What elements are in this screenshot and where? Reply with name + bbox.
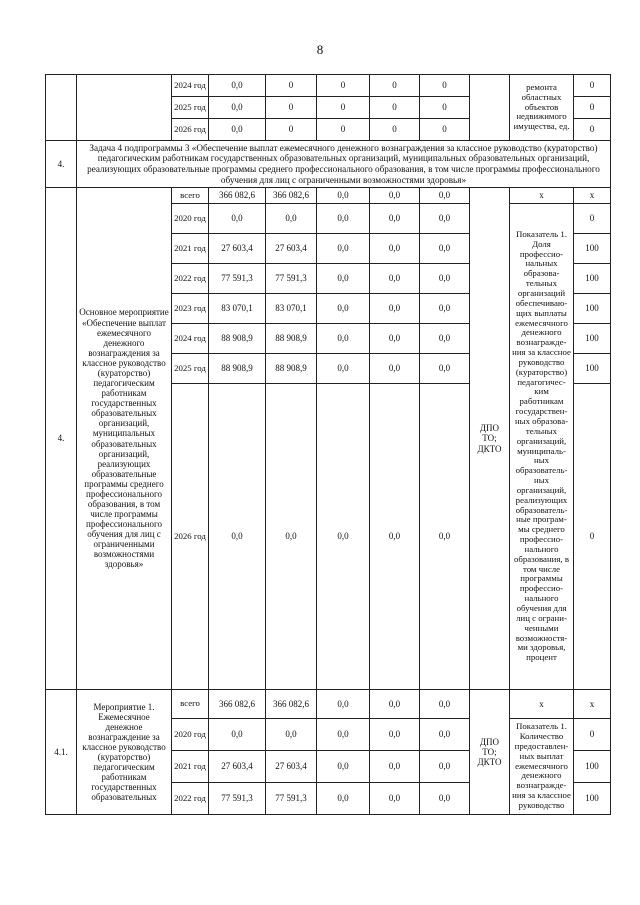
value-cell: 0,0 (209, 204, 266, 234)
value-cell: 366 082,6 (266, 188, 317, 204)
event-num: 4. (46, 188, 77, 690)
value-cell: 0,0 (370, 294, 420, 324)
value-cell: 27 603,4 (266, 751, 317, 783)
year-cell: всего (172, 690, 209, 719)
task-text: Задача 4 подпрограммы 3 «Обеспечение выплат ежемесячного денежного вознаграждения за классное руководство (кураторство) педагогическим работникам государственных образовательных организаций, муниципальных образовательных организаций, реализующих образовательные программы среднего профессионального образования, в том числе программы профессионального обучения для лиц с ограниченными возможностями здоровья» (77, 141, 611, 188)
x-cell: x (510, 188, 574, 204)
value-cell: 0,0 (420, 690, 470, 719)
target-cell: 100 (574, 234, 611, 264)
value-cell: 0 (370, 97, 420, 119)
name-cell (77, 75, 172, 141)
value-cell: 0,0 (209, 119, 266, 141)
value-cell: 0,0 (420, 783, 470, 815)
value-cell: 0,0 (266, 719, 317, 751)
value-cell: 0,0 (317, 204, 370, 234)
year-cell: 2026 год (172, 384, 209, 690)
target-cell: 100 (574, 264, 611, 294)
target-cell: 0 (574, 119, 611, 141)
year-cell: 2022 год (172, 264, 209, 294)
value-cell: 0,0 (317, 719, 370, 751)
value-cell: 0,0 (370, 384, 420, 690)
table-row (46, 690, 611, 719)
value-cell: 77 591,3 (209, 783, 266, 815)
value-cell: 77 591,3 (266, 264, 317, 294)
value-cell: 0,0 (420, 719, 470, 751)
year-cell: 2022 год (172, 783, 209, 815)
value-cell: 0,0 (317, 188, 370, 204)
value-cell: 83 070,1 (209, 294, 266, 324)
year-cell: 2021 год (172, 751, 209, 783)
value-cell: 0,0 (420, 354, 470, 384)
indicator-cell: Показатель 1. Доля профессио-нальных образова-тельных организаций обеспечиваю-щих выплаты ежемесячного денежного вознагражде-ния за классное руководство (кураторство) педагогичес-ким работникам государствен-ных образова-тельных организаций, муниципаль-ных образователь-ных организаций, реализующих образователь-ные програм-мы среднего профессио-нального образования, в том числе программы профессио-нального обучения для лиц с ограни-ченными возможностя-ми здоровья, процент (510, 204, 574, 690)
year-cell: 2020 год (172, 204, 209, 234)
value-cell: 0,0 (370, 234, 420, 264)
value-cell: 0 (420, 119, 470, 141)
value-cell: 0,0 (420, 384, 470, 690)
value-cell: 0,0 (370, 690, 420, 719)
target-cell: 0 (574, 719, 611, 751)
value-cell: 366 082,6 (209, 690, 266, 719)
event-name: Основное мероприятие «Обеспечение выплат ежемесячного денежного вознаграждения за классное руководство (кураторство) педагогическим работникам государственных образовательных организаций, муниципальных образовательных организаций, реализующих образовательные программы среднего профессионального образования, в том числе программы профессионального обучения для лиц с ограниченными возможностями здоровья» (77, 188, 172, 690)
value-cell: 77 591,3 (266, 783, 317, 815)
value-cell: 0 (370, 75, 420, 97)
value-cell: 0,0 (209, 719, 266, 751)
value-cell: 0,0 (370, 264, 420, 294)
table-row (46, 75, 611, 97)
value-cell: 0,0 (266, 204, 317, 234)
target-cell: 100 (574, 294, 611, 324)
value-cell: 0 (420, 97, 470, 119)
target-cell: 0 (574, 75, 611, 97)
year-cell: 2025 год (172, 97, 209, 119)
year-cell: 2026 год (172, 119, 209, 141)
value-cell: 0,0 (370, 324, 420, 354)
value-cell: 0,0 (317, 294, 370, 324)
target-cell: 100 (574, 324, 611, 354)
value-cell: 0,0 (317, 384, 370, 690)
value-cell: 0,0 (370, 719, 420, 751)
year-cell: всего (172, 188, 209, 204)
target-cell: 0 (574, 97, 611, 119)
value-cell: 0,0 (370, 751, 420, 783)
year-cell: 2025 год (172, 354, 209, 384)
value-cell: 88 908,9 (266, 354, 317, 384)
value-cell: 88 908,9 (266, 324, 317, 354)
value-cell: 0,0 (420, 324, 470, 354)
target-cell: 0 (574, 204, 611, 234)
value-cell: 0,0 (420, 751, 470, 783)
event-name: Мероприятие 1. Ежемесячное денежное вознаграждение за классное руководство (кураторство) педагогическим работникам государственных образовательных (77, 690, 172, 815)
num-cell (46, 75, 77, 141)
value-cell: 0,0 (420, 188, 470, 204)
year-cell: 2024 год (172, 75, 209, 97)
event-num: 4.1. (46, 690, 77, 815)
x-cell: x (574, 188, 611, 204)
value-cell: 0 (317, 97, 370, 119)
value-cell: 27 603,4 (209, 234, 266, 264)
value-cell: 0,0 (317, 783, 370, 815)
value-cell: 77 591,3 (209, 264, 266, 294)
value-cell: 88 908,9 (209, 354, 266, 384)
value-cell: 0 (317, 75, 370, 97)
value-cell: 83 070,1 (266, 294, 317, 324)
value-cell: 366 082,6 (266, 690, 317, 719)
value-cell: 366 082,6 (209, 188, 266, 204)
value-cell: 0,0 (370, 188, 420, 204)
value-cell: 0 (266, 119, 317, 141)
year-cell: 2021 год (172, 234, 209, 264)
target-cell: 100 (574, 354, 611, 384)
x-cell: x (510, 690, 574, 719)
value-cell: 0,0 (209, 75, 266, 97)
x-cell: x (574, 690, 611, 719)
value-cell: 0,0 (317, 751, 370, 783)
value-cell: 88 908,9 (209, 324, 266, 354)
value-cell: 0,0 (420, 234, 470, 264)
executor-cell: ДПО ТО; ДКТО (470, 188, 510, 690)
value-cell: 0,0 (317, 690, 370, 719)
task-num: 4. (46, 141, 77, 188)
value-cell: 0 (266, 97, 317, 119)
value-cell: 0 (420, 75, 470, 97)
value-cell: 0,0 (420, 264, 470, 294)
year-cell: 2024 год (172, 324, 209, 354)
executor-cell: ДПО ТО; ДКТО (470, 690, 510, 815)
value-cell: 0,0 (420, 204, 470, 234)
value-cell: 27 603,4 (266, 234, 317, 264)
indicator-cell: Показатель 1. Количество предоставлен-ных выплат ежемесячного денежного вознагражде-ния за классное руководство (510, 719, 574, 815)
value-cell: 0,0 (209, 384, 266, 690)
value-cell: 0,0 (266, 384, 317, 690)
task-row (46, 141, 611, 188)
target-cell: 100 (574, 783, 611, 815)
value-cell: 0,0 (317, 264, 370, 294)
table-row (46, 188, 611, 204)
year-cell: 2023 год (172, 294, 209, 324)
year-cell: 2020 год (172, 719, 209, 751)
value-cell: 0,0 (370, 204, 420, 234)
value-cell: 0,0 (209, 97, 266, 119)
value-cell: 0,0 (317, 354, 370, 384)
value-cell: 0,0 (317, 234, 370, 264)
value-cell: 27 603,4 (209, 751, 266, 783)
value-cell: 0 (266, 75, 317, 97)
value-cell: 0,0 (370, 354, 420, 384)
budget-table (45, 74, 611, 815)
value-cell: 0,0 (370, 783, 420, 815)
value-cell: 0 (370, 119, 420, 141)
value-cell: 0 (317, 119, 370, 141)
target-cell: 0 (574, 384, 611, 690)
value-cell: 0,0 (420, 294, 470, 324)
target-cell: 100 (574, 751, 611, 783)
executor-cell (470, 75, 510, 141)
value-cell: 0,0 (317, 324, 370, 354)
indicator-cell: ремонта областных объектов недвижимого имущества, ед. (510, 75, 574, 141)
page-number: 8 (316, 42, 324, 57)
